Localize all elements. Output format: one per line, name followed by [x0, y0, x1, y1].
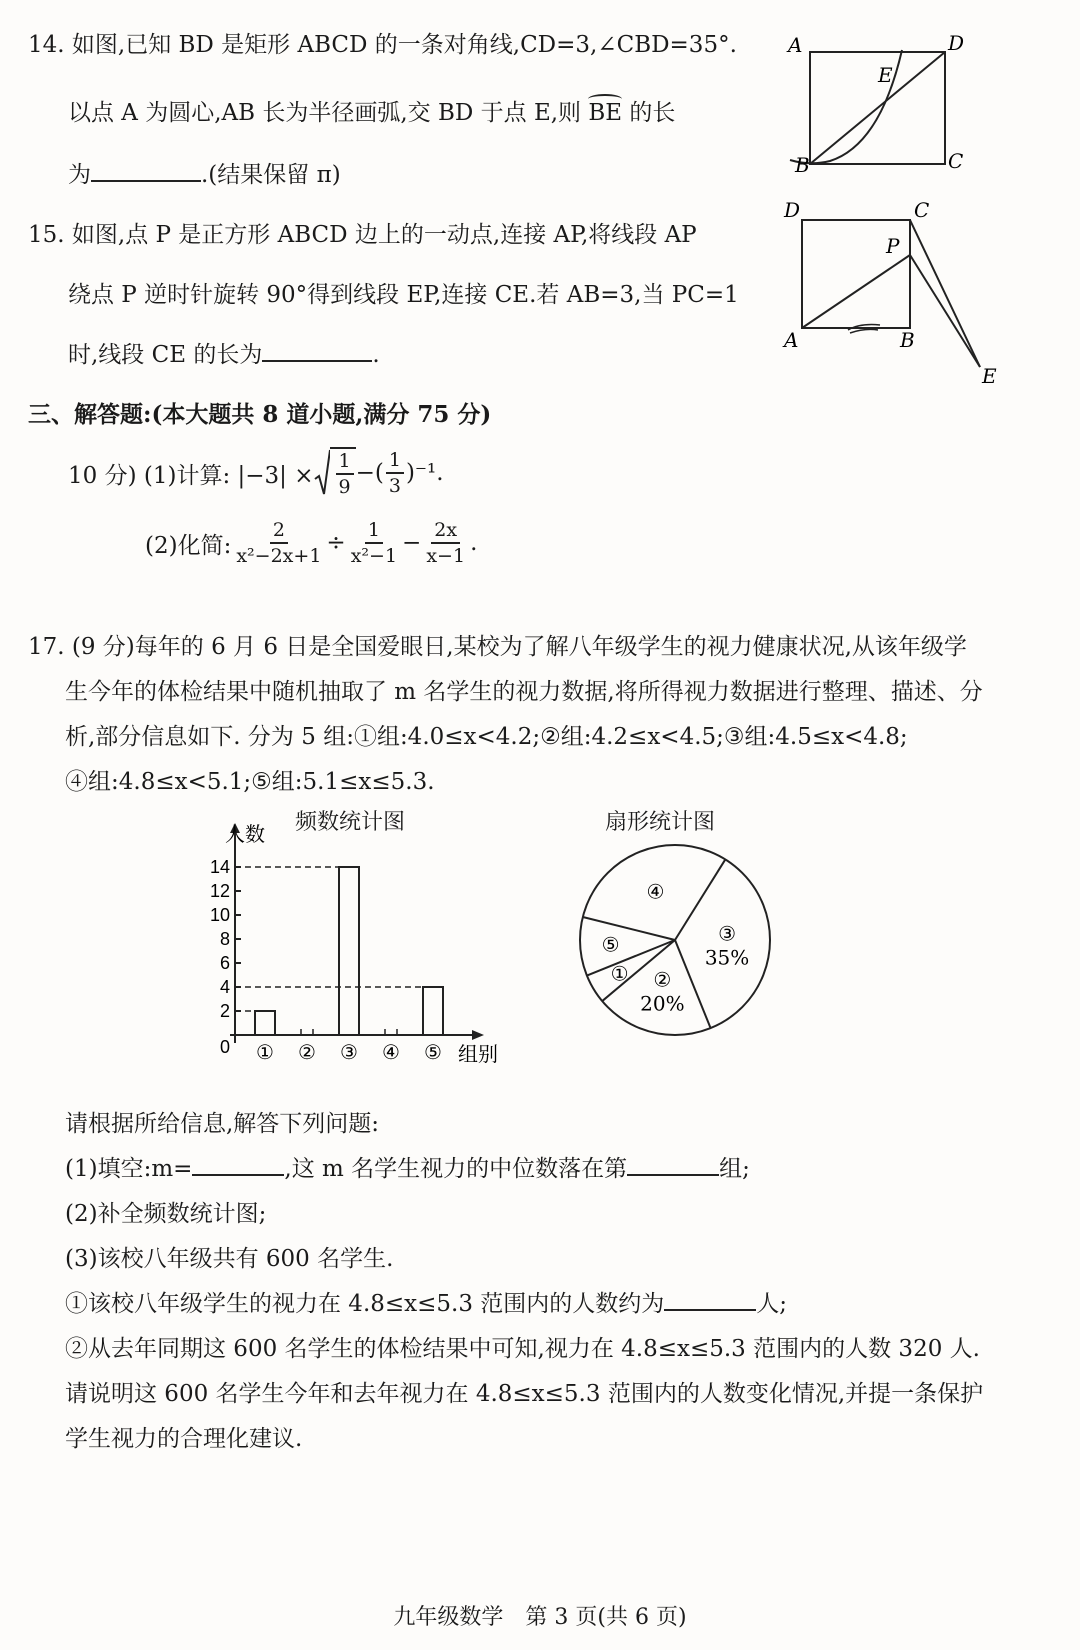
bar-group-1 [255, 1011, 275, 1035]
pie-chart-title: 扇形统计图 [605, 810, 716, 835]
section-3-heading: 三、解答题:(本大题共 8 道小题,满分 75 分) [28, 401, 492, 428]
slice-percent-2: 20% [640, 991, 685, 1016]
label-c: C [948, 149, 964, 173]
frac2-denominator: 3 [388, 475, 401, 497]
q14-rectangle-figure [770, 20, 1000, 180]
q14-line3 [68, 156, 341, 189]
slice-label-3: ① [610, 961, 629, 986]
q16-end: . [470, 530, 478, 556]
q15-line1: 15. 如图,点 P 是正方形 ABCD 边上的一动点,连接 AP,将线段 AP [28, 222, 697, 248]
y-tick-label: 12 [209, 881, 230, 901]
category-label: ① [256, 1040, 274, 1064]
q16-prefix: 10 分) (1)计算: |−3| × [68, 462, 314, 489]
f3-denominator: x−1 [426, 545, 466, 567]
sector-pie-chart [570, 835, 790, 1055]
frac2-numerator: 1 [386, 448, 404, 474]
label-b: B [900, 328, 915, 352]
y-tick-label: 2 [219, 1001, 230, 1021]
y-tick-label: 14 [209, 857, 230, 877]
median-group-blank[interactable] [627, 1173, 719, 1176]
q15-line2: 绕点 P 逆时针旋转 90°得到线段 EP,连接 CE.若 AB=3,当 PC=1 [68, 282, 739, 308]
q14-arc-be: BE [588, 100, 623, 126]
page-footer: 九年级数学 第 3 页(共 6 页) [393, 1605, 687, 1630]
label-d: D [948, 31, 965, 55]
q17-p3a-pre: ①该校八年级学生的视力在 4.8≤x≤5.3 范围内的人数约为 [65, 1291, 665, 1317]
x-axis-arrow [472, 1030, 484, 1040]
label-e: E [982, 364, 997, 388]
div-sign: ÷ [326, 530, 346, 556]
y-tick-label: 4 [219, 977, 230, 997]
label-a: A [784, 328, 799, 352]
q14-line2-pre: 以点 A 为圆心,AB 长为半径画弧,交 BD 于点 E,则 [68, 100, 582, 126]
q14-line2 [68, 94, 675, 127]
sqrt-expression [314, 447, 356, 499]
category-label: ② [298, 1040, 316, 1064]
label-d: D [784, 198, 801, 222]
q17-intro: 请根据所给信息,解答下列问题: [65, 1111, 380, 1137]
q14-line3-post: .(结果保留 π) [201, 162, 341, 188]
slice-boundary [583, 917, 675, 940]
q17-line2: 生今年的体检结果中随机抽取了 m 名学生的视力数据,将所得视力数据进行整理、描述、分 [65, 679, 983, 705]
q17-p1-mid: ,这 m 名学生视力的中位数落在第 [284, 1156, 628, 1182]
slice-label-2: ② [653, 967, 672, 992]
sqrt-numerator: 1 [336, 449, 354, 475]
q16-part1 [68, 448, 444, 498]
q16-part2 [145, 515, 477, 571]
x-axis-label: 组别 [458, 1042, 498, 1066]
segment-pe [910, 255, 980, 367]
f1-denominator: x²−2x+1 [236, 545, 322, 567]
label-c: C [914, 198, 930, 222]
radical-sign [314, 449, 330, 497]
frequency-bar-chart [190, 815, 520, 1075]
q16-part2-label: (2)化简: [145, 532, 232, 559]
y-axis-label: 人数 [225, 822, 265, 846]
slice-label-4: ⑤ [601, 932, 620, 957]
label-e: E [878, 63, 893, 87]
y-tick-label: 0 [219, 1037, 230, 1057]
q15-line3-post: . [372, 342, 380, 368]
bar-chart-title: 频数统计图 [295, 810, 406, 835]
q17-p1-pre: (1)填空:m= [65, 1156, 193, 1182]
slice-label-5: ④ [646, 879, 665, 904]
y-tick-label: 6 [219, 953, 230, 973]
f1-numerator: 2 [270, 518, 288, 544]
q15-square-figure [770, 195, 1010, 395]
category-label: ③ [340, 1040, 358, 1064]
segment-ap [802, 255, 910, 328]
y-tick-label: 8 [219, 929, 230, 949]
q14-line3-pre: 为 [68, 162, 91, 188]
q16-mid: −( [355, 460, 384, 486]
q17-part3b-line1: ②从去年同期这 600 名学生的体检结果中可知,视力在 4.8≤x≤5.3 范围内的人数 320 人. [65, 1336, 980, 1362]
q17-p3a-post: 人; [756, 1291, 788, 1317]
q17-line4: ④组:4.8≤x<5.1;⑤组:5.1≤x≤5.3. [65, 769, 435, 795]
q14-line1: 14. 如图,已知 BD 是矩形 ABCD 的一条对角线,CD=3,∠CBD=35°. [28, 32, 737, 58]
answer-blank[interactable] [91, 179, 201, 182]
q17-part2: (2)补全频数统计图; [65, 1201, 267, 1227]
label-b: B [795, 153, 810, 177]
q14-line2-post: 的长 [629, 100, 676, 126]
q16-tail: )⁻¹. [405, 460, 444, 486]
q15-line3-pre: 时,线段 CE 的长为 [68, 342, 263, 368]
label-a: A [788, 33, 803, 57]
category-label: ⑤ [424, 1040, 442, 1064]
q17-part1 [65, 1150, 750, 1183]
f2-denominator: x²−1 [350, 545, 398, 567]
q17-line3: 析,部分信息如下. 分为 5 组:①组:4.0≤x<4.2;②组:4.2≤x<4.5;③组:4.5≤x<4.8; [65, 724, 908, 750]
q17-line1: 17. (9 分)每年的 6 月 6 日是全国爱眼日,某校为了解八年级学生的视力健康状况,从该年级学 [28, 634, 967, 660]
bar-group-3 [339, 867, 359, 1035]
answer-blank[interactable] [262, 359, 372, 362]
y-tick-label: 10 [209, 905, 230, 925]
q17-part3a [65, 1285, 787, 1318]
minus-sign: − [402, 530, 422, 556]
slice-label-1: ③ [718, 921, 737, 946]
f2-numerator: 1 [365, 518, 383, 544]
f3-numerator: 2x [431, 518, 460, 544]
bar-group-5 [423, 987, 443, 1035]
label-p: P [886, 234, 900, 258]
category-label: ④ [382, 1040, 400, 1064]
count-answer-blank[interactable] [664, 1308, 756, 1311]
q17-part3b-line2: 请说明这 600 名学生今年和去年视力在 4.8≤x≤5.3 范围内的人数变化情况,并提一条保护 [65, 1381, 984, 1407]
sqrt-denominator: 9 [338, 476, 351, 498]
q17-p1-post: 组; [719, 1156, 750, 1182]
m-answer-blank[interactable] [192, 1173, 284, 1176]
q17-part3: (3)该校八年级共有 600 名学生. [65, 1246, 394, 1272]
q17-part3b-line3: 学生视力的合理化建议. [65, 1426, 303, 1452]
q15-line3 [68, 336, 380, 369]
slice-percent-1: 35% [704, 945, 750, 970]
segment-ce [910, 220, 980, 367]
